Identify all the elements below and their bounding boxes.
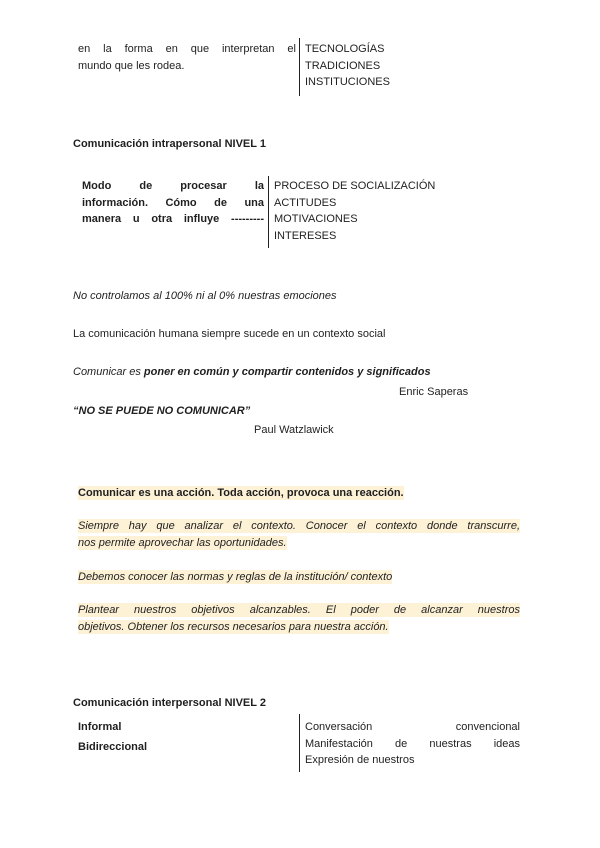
highlight-contexto [78, 518, 520, 551]
section1-left-line: información. Cómo de una [82, 196, 264, 209]
highlight-objetivos-line: Plantear nuestros objetivos alcanzables. El poder de alcanzar nuestros [78, 604, 520, 616]
list-item: ACTITUDES [274, 196, 337, 209]
list-item: INTERESES [274, 229, 337, 242]
list-item: MOTIVACIONES [274, 213, 358, 225]
highlight-contexto-line: Siempre hay que analizar el contexto. Conocer el contexto donde transcurre, [78, 520, 520, 532]
list-item: TECNOLOGÍAS [305, 43, 385, 55]
highlight-accion [78, 485, 404, 502]
section1-divider [268, 176, 269, 248]
section2-right-line: Conversación convencional [305, 721, 520, 733]
section1-right-list [274, 178, 435, 244]
list-item: TRADICIONES [305, 59, 381, 72]
highlight-objetivos-line: objetivos. Obtener los recursos necesarios para nuestra acción. [78, 620, 389, 633]
list-item: INSTITUCIONES [305, 76, 390, 88]
list-item: Bidireccional [78, 740, 148, 753]
highlight-normas-text: Debemos conocer las normas y reglas de la institución/ contexto [78, 571, 393, 583]
highlight-contexto-line: nos permite aprovechar las oportunidades. [78, 536, 287, 549]
block1-left-line: mundo que les rodea. [78, 59, 185, 72]
quote-no-comunicar: “NO SE PUEDE NO COMUNICAR” [73, 405, 251, 417]
highlight-normas [78, 569, 392, 586]
list-item: Informal [78, 721, 122, 733]
block1-left-text [78, 41, 296, 74]
block1-right-list [305, 41, 390, 91]
section2-title: Comunicación interpersonal NIVEL 2 [73, 697, 266, 709]
highlight-accion-text: Comunicar es una acción. Toda acción, provoca una reacción. [78, 487, 404, 499]
section2-right-text [305, 719, 520, 769]
section2-divider [299, 714, 300, 772]
block1-left-line: en la forma en que interpretan el [78, 43, 296, 55]
social-context-statement: La comunicación humana siempre sucede en un contexto social [73, 328, 386, 340]
highlight-objetivos [78, 602, 520, 635]
emotions-statement: No controlamos al 100% ni al 0% nuestras emociones [73, 290, 337, 302]
definition-prefix: Comunicar es [73, 366, 144, 378]
section1-left-text [82, 178, 264, 228]
author-watzlawick: Paul Watzlawick [254, 424, 334, 436]
section1-left-line: Modo de procesar la [82, 180, 264, 192]
section2-left-list [78, 719, 147, 755]
section1-title: Comunicación intrapersonal NIVEL 1 [73, 138, 266, 150]
section2-right-line: Manifestación de nuestras ideas [305, 737, 520, 750]
section2-right-line: Expresión de nuestros [305, 754, 415, 766]
list-item: PROCESO DE SOCIALIZACIÓN [274, 180, 436, 192]
section1-left-line: manera u otra influye --------- [82, 213, 264, 225]
block1-divider [299, 38, 300, 96]
communicate-definition [73, 364, 431, 381]
definition-emphasis: poner en común y compartir contenidos y significados [143, 366, 431, 378]
author-saperas: Enric Saperas [399, 386, 469, 398]
